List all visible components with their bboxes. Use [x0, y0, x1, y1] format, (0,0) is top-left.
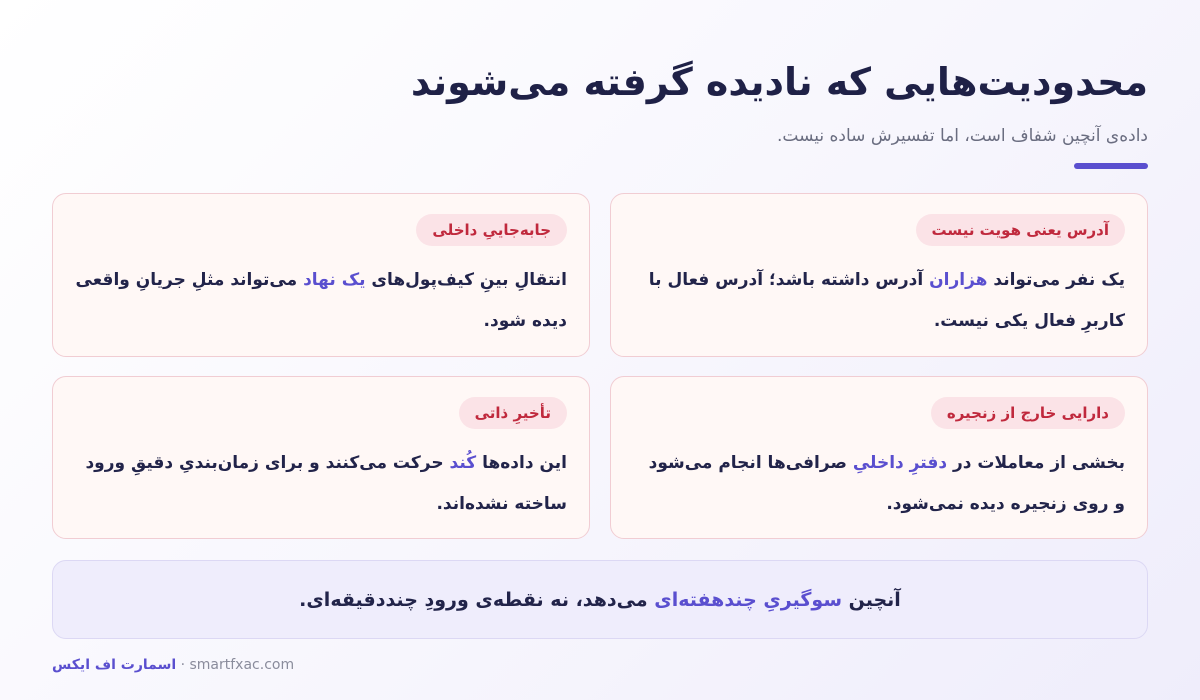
card-inherent-delay — [52, 376, 590, 539]
card-highlight: دفترِ داخلیِ — [852, 453, 948, 473]
card-text-part: این داده‌ها — [476, 453, 567, 473]
card-text — [75, 443, 567, 525]
summary-banner — [52, 560, 1148, 639]
page-title: محدودیت‌هایی که نادیده گرفته می‌شوند — [410, 60, 1148, 104]
footer-brand: اسمارت اف ایکس — [52, 657, 177, 673]
card-highlight: هزاران — [929, 270, 988, 290]
page-subtitle: داده‌ی آنچین شفاف است، اما تفسیرش ساده نیست. — [777, 126, 1148, 146]
accent-bar — [1074, 163, 1148, 169]
summary-text-part: می‌دهد، نه نقطه‌ی ورودِ چنددقیقه‌ای. — [299, 588, 655, 611]
card-address-not-identity — [610, 193, 1148, 357]
card-text-part: بخشی از معاملات در — [947, 453, 1125, 473]
card-text-part: انتقالِ بینِ کیف‌پول‌های — [365, 270, 567, 290]
summary-text — [299, 589, 901, 611]
card-internal-transfer — [52, 193, 590, 357]
summary-text-part: آنچین — [842, 588, 901, 611]
card-badge: آدرس یعنی هویت نیست — [916, 214, 1125, 246]
card-highlight: یک نهاد — [303, 270, 366, 290]
card-text-part: آدرس داشته باشد؛ آدرس فعال با کاربرِ فعال یکی نیست. — [648, 270, 1125, 331]
card-text-part: حرکت می‌کنند و برای زمان‌بندیِ دقیقِ ورود ساخته نشده‌اند. — [85, 453, 567, 514]
card-highlight: کُند — [449, 453, 477, 473]
card-text — [633, 443, 1125, 525]
card-badge: تأخیرِ ذاتی — [459, 397, 567, 429]
card-badge: دارایی خارج از زنجیره — [931, 397, 1125, 429]
summary-highlight: سوگیریِ چندهفته‌ای — [654, 588, 843, 611]
card-badge: جابه‌جاییِ داخلی — [416, 214, 567, 246]
card-text — [75, 260, 567, 342]
footer — [52, 657, 294, 673]
footer-separator: · — [176, 657, 190, 673]
card-off-chain-assets — [610, 376, 1148, 539]
card-text-part: یک نفر می‌تواند — [987, 270, 1125, 290]
card-text-part: صرافی‌ها انجام می‌شود و روی زنجیره دیده نمی‌شود. — [648, 453, 1125, 514]
card-text — [633, 260, 1125, 342]
footer-site-link[interactable]: smartfxac.com — [189, 657, 295, 673]
card-text-part: می‌تواند مثلِ جریانِ واقعی دیده شود. — [75, 270, 567, 331]
